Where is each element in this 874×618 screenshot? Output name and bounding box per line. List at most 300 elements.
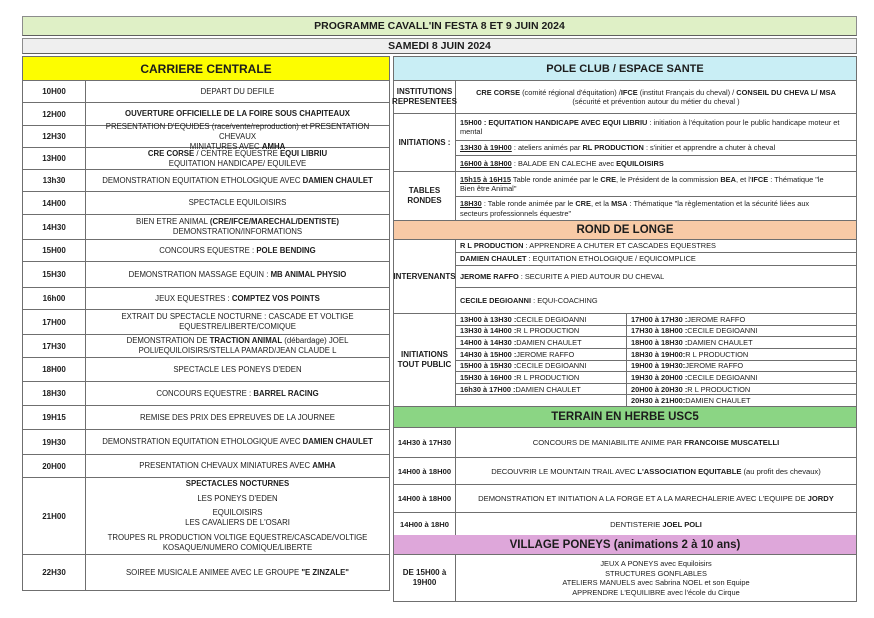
time-cell: 14H00 [23,192,86,214]
text-segment: DEMONSTRATION MASSAGE EQUIN : [128,269,271,279]
text-line [460,241,852,251]
time-range-cell: 14H00 à 18H00 [394,458,456,484]
text-segment: JEROME RAFFO [685,361,744,371]
schedule-row [23,555,389,590]
schedule-row [23,170,389,192]
text-line [89,217,386,227]
event-cell [86,358,389,381]
pole-body [394,81,856,601]
label-line: INITIATIONS : [398,137,451,147]
text-segment: CRE CORSE [147,148,195,158]
text-segment: 19H30 à 20H00 : [631,372,688,382]
text-line [89,294,386,304]
text-segment: DAMIEN CHAULET [685,396,751,406]
slot-cell [627,372,856,384]
date-subtitle: SAMEDI 8 JUIN 2024 [388,40,491,52]
text-line [89,543,386,553]
program-title-banner [22,16,857,36]
text-segment: IFCE [751,174,769,184]
event-cell [86,382,389,405]
date-banner [22,38,857,54]
text-segment: KOSAQUE/NUMERO COMIQUE/LIBERTE [162,543,313,553]
section-label [394,172,456,220]
section-row [456,114,856,141]
text-segment: MINIATURES AVEC [189,141,262,151]
section-rows [456,114,856,171]
text-segment: 15h15 à 16H15 [460,174,511,184]
section-rows [456,172,856,220]
text-segment: CONCOURS EQUESTRE : [156,388,254,398]
schedule-row [23,382,389,406]
text-segment: 15H00 à 15H30 : [460,361,517,371]
event-cell [86,406,389,429]
text-segment: 15H00 : EQUITATION HANDICAPE AVEC EQUI LIBRIU [460,117,648,127]
text-segment: PRESENTATION D'EQUIDES (race/vente/reproduction) et PRESENTATION CHEVAUX [105,121,370,141]
text-segment: : initiation à l'équitation pour le public handicape moteur et [647,117,840,127]
text-line [460,175,852,185]
time-cell: 21H00 [23,478,86,554]
schedule-row [23,455,389,478]
slot-cell [456,384,626,396]
text-segment: DAMIEN CHAULET [515,384,581,394]
village-poneys-band: VILLAGE PONEYS (animations 2 à 10 ans) [394,535,856,555]
text-segment: : Thématique "le [768,174,824,184]
text-segment: mental [460,127,483,136]
activity-cell [456,458,856,484]
event-cell [86,478,389,554]
section-row [456,156,856,171]
activity-cell [456,513,856,535]
text-line [89,312,386,322]
event-cell [86,121,389,151]
text-segment: CONSEIL DU CHEVA L/ MSA [736,87,836,97]
activity-row [394,458,856,485]
slot-cell [456,326,626,338]
section-row [456,266,856,288]
time-range-cell: 14H00 à 18H0 [394,513,456,535]
text-segment: FRANCOISE MUSCATELLI [684,438,780,447]
text-segment: : s'initier et apprendre a chuter à cheval [643,143,776,153]
text-segment: JEROME RAFFO [460,271,519,281]
section-label [394,81,456,113]
schedule-row [23,81,389,103]
text-segment: 14H00 à 14H30 : [460,338,517,348]
text-segment: : BALADE EN CALECHE avec [511,158,617,168]
text-segment: (au profit des chevaux) [741,466,821,476]
text-line [89,227,386,237]
time-cell: 12H30 [23,126,86,147]
text-line [89,336,386,346]
section-rows [456,555,856,601]
time-cell: 18H30 [23,382,86,405]
label-line: INSTITUTIONS [396,87,453,96]
event-cell [86,335,389,357]
text-segment: 20H30 à 21H00: [631,396,686,406]
text-segment: AMHA [261,141,286,151]
slot-cell [627,361,856,373]
text-segment: 17H30 à 18H00 : [631,326,688,336]
event-cell [86,240,389,261]
text-line [89,122,386,142]
text-segment: POLI/EQUILOISIRS/STELLA PAMARD/JEAN CLAUDE L [138,346,337,355]
text-line [460,559,852,569]
schedule-row [23,478,389,555]
text-segment: DECOUVRIR LE MOUNTAIN TRAIL AVEC [491,466,638,476]
text-segment: 16h30 à 17H00 : [460,384,516,394]
schedule-row [23,215,389,240]
text-segment: / CENTRE EQUESTRE [194,148,280,158]
text-segment: R L PRODUCTION [516,372,580,382]
text-segment: CECILE DEGIOANNI [516,314,587,324]
text-line [460,118,852,128]
text-segment: AMHA [312,461,336,470]
carriere-centrale-header: CARRIERE CENTRALE [23,57,389,81]
label-line: RONDES [407,196,442,205]
section-row [456,172,856,197]
text-segment: RL PRODUCTION [582,143,644,153]
text-segment: PRESENTATION CHEVAUX MINIATURES AVEC [139,461,313,470]
text-line [460,184,852,194]
text-segment: CECILE DEGIOANNI [460,295,532,305]
text-line [89,109,386,119]
text-segment: DEMONSTRATION ET INITIATION A LA FORGE ET A LA MARECHALERIE AVEC L'EQUIPE DE [478,494,808,503]
slot-cell [456,314,626,326]
text-segment: 18H30 [460,199,482,208]
event-cell [86,288,389,309]
text-segment: MB ANIMAL PHYSIO [270,269,347,279]
program-title: PROGRAMME CAVALL'IN FESTA 8 ET 9 JUIN 2024 [314,20,565,32]
text-line [89,389,386,399]
text-segment: EQUILOISIRS [616,158,664,168]
rond-de-longe-band: ROND DE LONGE [394,221,856,240]
schedule-row [23,288,389,310]
slot-cell [627,314,856,326]
text-segment: : SECURITE A PIED AUTOUR DU CHEVAL [518,271,665,281]
text-line [460,438,852,447]
time-cell: 12H00 [23,103,86,125]
text-segment: (CRE/IFCE/MARECHAL/DENTISTE) [209,217,339,226]
text-segment: DEMONSTRATION DE [126,336,210,345]
slots-column [626,314,856,406]
event-cell [86,215,389,239]
text-line [460,88,852,98]
text-line [460,467,852,476]
event-cell [86,555,389,590]
text-line [89,270,386,280]
event-cell [86,310,389,334]
text-segment: CONCOURS DE MANIABILITE ANIME PAR [532,438,685,447]
terrain-section [394,428,856,535]
label-line: DE 15H00 à [402,568,447,577]
time-cell: 16h00 [23,288,86,309]
time-cell: 19H30 [23,430,86,454]
time-range-cell: 14H30 à 17H30 [394,428,456,457]
text-segment: EQUI LIBRIU [279,148,328,158]
time-cell: 15H00 [23,240,86,261]
slot-cell [627,384,856,396]
text-segment: 13H00 à 13H30 : [460,314,517,324]
text-line [460,296,852,306]
text-segment: DAMIEN CHAULET [302,437,373,446]
time-range-cell: 14H00 à 18H00 [394,485,456,512]
text-line [89,159,386,169]
label-line: INTERVENANTS [393,271,456,281]
text-segment: : Table ronde animée par le [481,199,576,208]
text-segment: 18H00 à 18H30 : [631,338,688,348]
text-segment: 18H30 à 19H00: [631,349,686,359]
section-label [394,555,456,601]
text-segment: , le Président de la commission [616,174,721,184]
section-row [456,555,856,601]
text-line [89,198,386,208]
text-segment: R L PRODUCTION [516,326,580,336]
text-segment: JOEL POLI [662,519,702,529]
initiations-tout-public-section [394,314,856,407]
text-segment: REMISE DES PRIX DES EPREUVES DE LA JOURNEE [140,412,335,422]
schedule-row [23,121,389,151]
carriere-body [23,81,389,590]
text-segment: COMPTEZ VOS POINTS [231,293,320,303]
text-segment: EQUESTRE/LIBERTE/COMIQUE [179,322,296,331]
activity-cell [456,485,856,512]
time-cell: 17H30 [23,335,86,357]
text-segment: JEROME RAFFO [687,314,746,324]
text-segment: SPECTACLES NOCTURNES [185,479,290,488]
activity-row [394,485,856,513]
time-cell: 13H00 [23,148,86,169]
section-row [456,81,856,113]
slot-cell [627,337,856,349]
text-segment: BEA [720,174,736,184]
activity-cell [456,428,856,457]
text-segment: EXTRAIT DU SPECTACLE NOCTURNE : CASCADE ET VOLTIGE [121,312,354,321]
text-segment: DEMONSTRATION EQUITATION ETHOLOGIQUE AVEC [102,437,303,446]
text-segment: : EQUI-COACHING [531,295,598,305]
section-row [456,197,856,220]
label-line: REPRESENTEES [392,97,457,106]
text-segment: CECILE DEGIOANNI [516,361,587,371]
terrain-en-herbe-band: TERRAIN EN HERBE USC5 [394,407,856,428]
time-cell: 15H30 [23,262,86,287]
text-line [89,479,386,489]
text-segment: CRE [600,174,616,184]
text-line [89,176,386,186]
text-segment: 15H30 à 16H00 : [460,372,517,382]
time-cell: 17H00 [23,310,86,334]
section-row [456,141,856,156]
text-segment: SPECTACLE EQUILOISIRS [188,198,287,207]
slot-cell [456,337,626,349]
text-line [89,246,386,256]
text-segment: (comité régional d'équitation) / [520,87,621,97]
text-segment: JEROME RAFFO [516,349,575,359]
text-segment: APPRENDRE L'EQUILIBRE avec l'école du Cirque [572,587,740,597]
slot-cell [456,395,626,406]
text-line [89,461,386,471]
text-segment: 17H00 à 17H30 : [631,314,688,324]
schedule-row [23,406,389,430]
text-segment: JORDY [807,494,834,503]
schedule-row [23,262,389,288]
text-line [460,127,852,137]
label-line: 19H00 [412,578,437,587]
text-segment: DENTISTERIE [610,519,663,529]
text-segment: L'ASSOCIATION EQUITABLE [637,466,742,476]
text-segment: CECILE DEGIOANNI [687,326,758,336]
text-segment: R L PRODUCTION [685,349,749,359]
slot-cell [456,372,626,384]
event-cell [86,455,389,477]
text-line [89,149,386,159]
text-segment: MSA [611,199,628,208]
text-segment: JEUX A PONEYS avec Equiloisirs [600,559,712,568]
text-segment: JEUX EQUESTRES : [155,293,232,303]
schedule-row [23,310,389,335]
text-segment: secteurs professionnels équestre" [460,208,572,218]
section-label [394,114,456,171]
text-segment: : ateliers animés par [511,143,583,153]
time-cell: 19H15 [23,406,86,429]
slots-column [456,314,626,406]
text-segment: IFCE [620,87,638,97]
time-cell: 13h30 [23,170,86,191]
text-line [89,413,386,423]
text-segment: LES CAVALIERS DE L'OSARI [185,518,290,528]
text-segment: CECILE DEGIOANNI [687,372,758,382]
text-segment: STRUCTURES GONFLABLES [605,568,707,578]
text-segment: Table ronde animée par le [510,174,601,184]
text-segment: LES PONEYS D'EDEN [197,493,278,503]
slot-cell [627,349,856,361]
slot-cell [627,326,856,338]
pole-club-header: POLE CLUB / ESPACE SANTE [394,57,856,81]
text-segment: TROUPES RL PRODUCTION VOLTIGE EQUESTRE/CASCADE/VOLTIGE [107,533,368,543]
section-rows [456,81,856,113]
text-segment: "E ZINZALE" [301,567,350,577]
section-rows [456,240,856,313]
slot-cell [456,349,626,361]
initiations-section [394,114,856,172]
text-segment: SPECTACLE LES PONEYS D'EDEN [173,364,302,374]
text-segment: TRACTION ANIMAL [209,336,283,345]
text-segment: DEMONSTRATION EQUITATION ETHOLOGIQUE AVEC [102,175,303,185]
text-line [460,272,852,282]
text-line [89,437,386,447]
text-segment: : EQUITATION ETHOLOGIQUE / EQUICOMPLICE [526,254,696,264]
time-cell: 22H30 [23,555,86,590]
text-line [460,520,852,529]
text-segment: 16H00 à 18H00 [460,158,512,168]
time-cell: 20H00 [23,455,86,477]
slot-cell [627,395,856,406]
text-segment: (institut Français du cheval) / [637,87,737,97]
text-segment: ATELIERS MANUELS avec Sabrina NOEL et son Equipe [562,578,750,587]
institutions-section [394,81,856,114]
text-line [460,254,852,264]
time-cell: 10H00 [23,81,86,102]
text-line [460,159,852,169]
text-line [460,143,852,153]
text-segment: : APPRENDRE A CHUTER ET CASCADES EQUESTRES [523,241,716,251]
schedule-row [23,148,389,170]
text-segment: Bien être Animal" [460,184,517,193]
text-line [460,199,852,209]
text-segment: CONCOURS EQUESTRE : [159,245,257,255]
text-segment: SOIREE MUSICALE ANIMEE AVEC LE GROUPE [125,567,302,577]
tables-rondes-section [394,172,856,221]
text-segment: : Thématique "la règlementation et la sécurité liées aux [627,199,810,208]
label-line: TABLES [408,186,441,195]
text-segment: DAMIEN CHAULET [460,254,527,264]
text-segment: POLE BENDING [256,245,316,255]
label-line: TOUT PUBLIC [397,360,452,369]
text-segment: BARREL RACING [253,388,319,398]
schedule-row [23,192,389,215]
schedule-row [23,358,389,382]
time-cell: 14H30 [23,215,86,239]
section-label [394,314,456,406]
text-segment: R L PRODUCTION [687,384,751,394]
text-segment: 13H30 à 19H00 [460,143,512,153]
text-line [89,365,386,375]
label-line: INITIATIONS [401,350,448,359]
activity-row [394,428,856,458]
section-row [456,240,856,253]
text-line [89,518,386,528]
schedule-row [23,240,389,262]
text-segment: CRE CORSE [476,87,521,97]
text-line [89,322,386,332]
text-segment: 14H30 à 15H00 : [460,349,517,359]
time-cell: 18H00 [23,358,86,381]
text-segment: 20H00 à 20H30 : [631,384,688,394]
text-segment: R L PRODUCTION [460,241,524,251]
text-segment: EQUITATION HANDICAPE/ EQUILEVE [168,158,307,168]
slot-cell [456,361,626,373]
text-segment: DAMIEN CHAULET [687,338,753,348]
text-segment: OUVERTURE OFFICIELLE DE LA FOIRE SOUS CHAPITEAUX [125,109,350,118]
section-row [456,253,856,266]
text-line [89,508,386,518]
text-line [460,578,852,588]
schedule-row [23,430,389,455]
text-segment: DEMONSTRATION/INFORMATIONS [172,227,303,236]
section-row [456,288,856,313]
text-line [89,533,386,543]
text-segment: 19H00 à 19H30: [631,361,686,371]
text-line [460,569,852,579]
schedule-row [23,335,389,358]
text-line [460,588,852,598]
text-segment: DAMIEN CHAULET [302,175,373,185]
text-line [89,568,386,578]
text-line [460,494,852,503]
pole-club-table [393,56,857,602]
text-line [89,346,386,356]
text-line [460,97,852,107]
event-cell [86,192,389,214]
text-segment: DEPART DU DEFILE [200,86,275,96]
text-segment: (sécurité et prévention autour du métier du cheval ) [572,97,740,106]
text-segment: BIEN ETRE ANIMAL [136,217,210,226]
carriere-centrale-table [22,56,390,591]
event-cell [86,81,389,102]
text-line [460,209,852,219]
text-line [89,494,386,504]
text-segment: DAMIEN CHAULET [516,338,582,348]
event-cell [86,170,389,191]
activity-row [394,513,856,535]
